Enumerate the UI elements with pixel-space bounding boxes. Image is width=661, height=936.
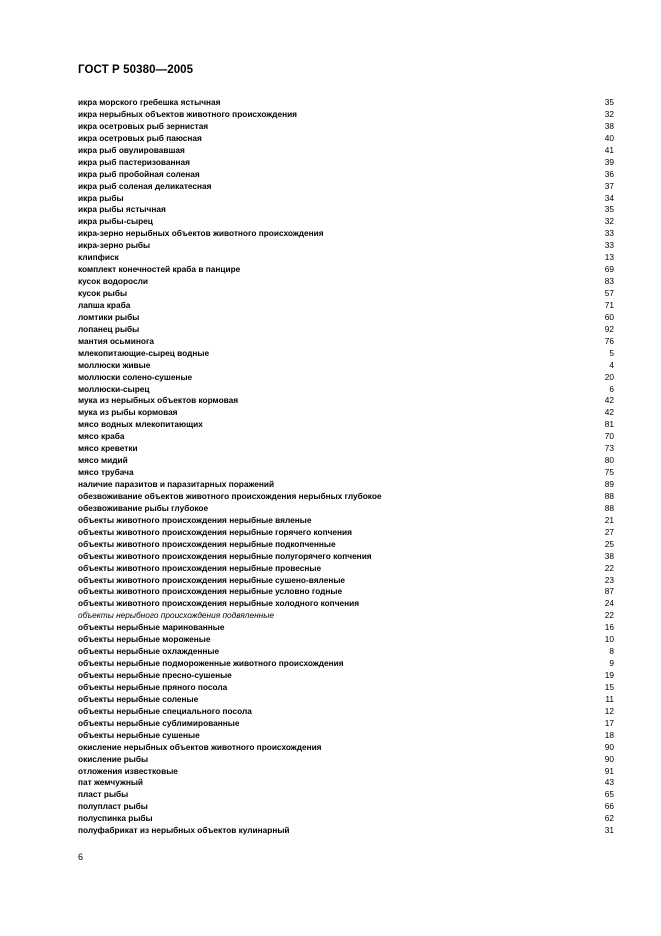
index-page-ref: 62 <box>604 813 614 824</box>
index-entry <box>78 300 614 312</box>
index-page-ref: 38 <box>604 550 614 561</box>
index-entry <box>78 216 614 228</box>
index-entry <box>78 133 614 145</box>
index-page-ref: 35 <box>604 204 614 215</box>
index-term: мясо мидий <box>78 455 128 466</box>
index-term: объекты нерыбные пряного посола <box>78 681 228 692</box>
index-page-ref: 10 <box>604 634 614 645</box>
index-term: окисление рыбы <box>78 753 149 764</box>
index-page-ref: 71 <box>604 299 614 310</box>
index-entry <box>78 109 614 121</box>
index-entry <box>78 670 614 682</box>
index-entry <box>78 777 614 789</box>
index-term: икра рыбы-сырец <box>78 216 153 227</box>
index-entry <box>78 766 614 778</box>
index-page-ref: 75 <box>604 467 614 478</box>
index-page-ref: 13 <box>604 252 614 263</box>
index-page-ref: 89 <box>604 479 614 489</box>
index-term: мясо водных млекопитающих <box>78 419 203 430</box>
index-entry <box>78 515 614 527</box>
index-term: лопанец рыбы <box>78 323 140 334</box>
index-entry <box>78 181 614 193</box>
index-page-ref: 87 <box>604 586 614 597</box>
index-page-ref: 5 <box>609 347 614 358</box>
index-term: моллюски-сырец <box>78 383 150 394</box>
index-entry <box>78 754 614 766</box>
index-term: окисление нерыбных объектов животного происхождения <box>78 741 322 752</box>
index-page-ref: 23 <box>604 574 614 585</box>
index-term: икра рыб овулировавшая <box>78 144 185 155</box>
index-entry <box>78 539 614 551</box>
index-term: объекты нерыбные пресно-сушеные <box>78 670 232 680</box>
index-entry <box>78 742 614 754</box>
index-entry <box>78 551 614 563</box>
index-page-ref: 37 <box>604 180 614 191</box>
index-term: икра-зерно нерыбных объектов животного происхождения <box>78 228 324 239</box>
index-page-ref: 12 <box>604 705 614 716</box>
index-page-ref: 92 <box>604 323 614 334</box>
index-term: кусок водоросли <box>78 276 148 287</box>
index-term: мантия осьминога <box>78 335 155 346</box>
index-page-ref: 25 <box>604 538 614 549</box>
index-term: объекты животного происхождения нерыбные провесные <box>78 562 322 573</box>
index-page-ref: 65 <box>604 789 614 800</box>
index-entry <box>78 503 614 515</box>
index-term: пласт рыбы <box>78 789 129 800</box>
index-term: полуспинка рыбы <box>78 813 153 824</box>
index-page-ref: 90 <box>604 753 614 764</box>
index-entry <box>78 348 614 360</box>
index-page-ref: 80 <box>604 455 614 466</box>
page-number: 6 <box>78 852 84 862</box>
index-entry <box>78 157 614 169</box>
index-page-ref: 42 <box>604 395 614 406</box>
index-term: объекты нерыбные специального посола <box>78 705 252 716</box>
index-page-ref: 83 <box>604 276 614 287</box>
index-page-ref: 20 <box>604 371 614 382</box>
index-term: объекты нерыбные охлажденные <box>78 646 220 657</box>
index-list <box>78 97 614 837</box>
index-entry <box>78 825 614 837</box>
index-page-ref: 70 <box>604 431 614 442</box>
index-page-ref: 76 <box>604 335 614 346</box>
index-page-ref: 69 <box>604 264 614 275</box>
index-term: икра рыб пробойная соленая <box>78 168 200 179</box>
index-page-ref: 27 <box>604 526 614 537</box>
index-page-ref: 32 <box>604 108 614 119</box>
index-page-ref: 21 <box>604 514 614 525</box>
index-page-ref: 43 <box>604 777 614 788</box>
index-term: объекты животного происхождения нерыбные полугорячего копчения <box>78 550 372 561</box>
index-term: объекты нерыбные сушеные <box>78 729 200 740</box>
index-entry <box>78 443 614 455</box>
index-entry <box>78 121 614 133</box>
index-term: обезвоживание объектов животного происхождения нерыбных глубокое <box>78 490 382 501</box>
index-term: мука из рыбы кормовая <box>78 407 178 418</box>
index-page-ref: 8 <box>609 646 614 657</box>
index-page-ref: 18 <box>604 729 614 740</box>
index-entry <box>78 491 614 503</box>
index-entry <box>78 372 614 384</box>
index-page-ref: 9 <box>609 658 614 669</box>
index-entry <box>78 252 614 264</box>
index-entry <box>78 264 614 276</box>
index-page-ref: 33 <box>604 228 614 239</box>
index-entry <box>78 718 614 730</box>
index-entry <box>78 813 614 825</box>
index-page-ref: 19 <box>604 670 614 680</box>
index-page-ref: 81 <box>604 419 614 430</box>
index-entry <box>78 527 614 539</box>
index-term: кусок рыбы <box>78 288 128 298</box>
index-page-ref: 91 <box>604 765 614 776</box>
index-entry <box>78 610 614 622</box>
index-entry <box>78 646 614 658</box>
index-entry <box>78 395 614 407</box>
index-entry <box>78 586 614 598</box>
index-page-ref: 17 <box>604 717 614 728</box>
index-page-ref: 41 <box>604 144 614 155</box>
index-term: икра нерыбных объектов животного происхождения <box>78 108 298 119</box>
index-term: мясо краба <box>78 431 125 442</box>
index-entry <box>78 598 614 610</box>
index-page-ref: 6 <box>609 383 614 394</box>
index-term: моллюски живые <box>78 359 151 370</box>
index-page-ref: 24 <box>604 598 614 609</box>
index-term: объекты нерыбные соленые <box>78 693 199 704</box>
index-page-ref: 66 <box>604 801 614 812</box>
index-term: икра рыбы ястычная <box>78 204 166 215</box>
index-page-ref: 16 <box>604 622 614 633</box>
index-term: мясо трубача <box>78 467 134 478</box>
index-entry <box>78 682 614 694</box>
index-entry <box>78 431 614 443</box>
index-term: объекты нерыбные маринованные <box>78 622 225 633</box>
index-entry <box>78 694 614 706</box>
index-page-ref: 33 <box>604 240 614 251</box>
index-term: объекты животного происхождения нерыбные условно годные <box>78 586 343 597</box>
index-page-ref: 22 <box>604 610 614 621</box>
index-term: икра рыб соленая деликатесная <box>78 180 212 191</box>
index-term: ломтики рыбы <box>78 311 140 322</box>
index-term: моллюски солено-сушеные <box>78 371 193 382</box>
index-page-ref: 36 <box>604 168 614 179</box>
index-page-ref: 42 <box>604 407 614 418</box>
index-page-ref: 73 <box>604 443 614 454</box>
index-entry <box>78 634 614 646</box>
index-term: мясо креветки <box>78 443 138 454</box>
index-entry <box>78 360 614 372</box>
index-term: полуфабрикат из нерыбных объектов кулинарный <box>78 825 290 836</box>
index-term: объекты нерыбного происхождения подвяленные <box>78 610 274 621</box>
index-term: объекты животного происхождения нерыбные вяленые <box>78 514 312 525</box>
index-entry <box>78 801 614 813</box>
index-entry <box>78 336 614 348</box>
document-header: ГОСТ Р 50380—2005 <box>78 64 194 76</box>
index-entry <box>78 312 614 324</box>
index-entry <box>78 228 614 240</box>
index-term: икра рыб пастеризованная <box>78 156 190 167</box>
index-entry <box>78 145 614 157</box>
index-entry <box>78 384 614 396</box>
index-entry <box>78 479 614 491</box>
index-page-ref: 32 <box>604 216 614 227</box>
index-entry <box>78 706 614 718</box>
index-page-ref: 40 <box>604 132 614 143</box>
index-term: отложения известковые <box>78 765 178 776</box>
index-page-ref: 31 <box>604 825 614 836</box>
index-entry <box>78 276 614 288</box>
index-page-ref: 11 <box>605 693 614 704</box>
index-term: объекты животного происхождения нерыбные сушено-вяленые <box>78 574 346 585</box>
index-term: объекты животного происхождения нерыбные подкопченные <box>78 538 336 549</box>
index-term: пат жемчужный <box>78 777 144 788</box>
index-page-ref: 57 <box>604 288 614 298</box>
index-entry <box>78 240 614 252</box>
index-entry <box>78 730 614 742</box>
index-page-ref: 38 <box>604 120 614 131</box>
index-page-ref: 39 <box>604 156 614 167</box>
index-term: объекты нерыбные сублимированные <box>78 717 240 728</box>
index-term: икра-зерно рыбы <box>78 240 151 251</box>
index-entry <box>78 658 614 670</box>
index-term: икра осетровых рыб зернистая <box>78 120 209 131</box>
index-term: мука из нерыбных объектов кормовая <box>78 395 239 406</box>
index-term: наличие паразитов и паразитарных поражений <box>78 479 275 489</box>
index-page-ref: 60 <box>604 311 614 322</box>
index-term: икра осетровых рыб паюсная <box>78 132 202 143</box>
index-term: обезвоживание рыбы глубокое <box>78 502 209 513</box>
index-entry <box>78 467 614 479</box>
index-term: икра рыбы <box>78 192 124 203</box>
index-entry <box>78 575 614 587</box>
index-entry <box>78 97 614 109</box>
index-term: икра морского гребешка ястычная <box>78 97 221 107</box>
index-page-ref: 4 <box>609 359 614 370</box>
index-page-ref: 88 <box>604 490 614 501</box>
index-entry <box>78 324 614 336</box>
index-term: объекты нерыбные мороженые <box>78 634 211 645</box>
index-entry <box>78 169 614 181</box>
index-term: млекопитающие-сырец водные <box>78 347 210 358</box>
index-term: лапша краба <box>78 299 131 310</box>
index-page-ref: 88 <box>604 502 614 513</box>
index-entry <box>78 622 614 634</box>
index-entry <box>78 455 614 467</box>
index-page-ref: 90 <box>604 741 614 752</box>
index-entry <box>78 419 614 431</box>
index-entry <box>78 193 614 205</box>
index-term: комплект конечностей краба в панцире <box>78 264 241 275</box>
index-page-ref: 34 <box>604 192 614 203</box>
index-term: объекты животного происхождения нерыбные горячего копчения <box>78 526 352 537</box>
index-page-ref: 35 <box>604 97 614 107</box>
index-term: клипфиск <box>78 252 119 263</box>
index-entry <box>78 407 614 419</box>
index-term: объекты животного происхождения нерыбные холодного копчения <box>78 598 360 609</box>
index-page-ref: 22 <box>604 562 614 573</box>
index-entry <box>78 204 614 216</box>
index-entry <box>78 288 614 300</box>
index-term: полупласт рыбы <box>78 801 148 812</box>
index-page-ref: 15 <box>604 681 614 692</box>
index-entry <box>78 789 614 801</box>
index-term: объекты нерыбные подмороженные животного происхождения <box>78 658 344 669</box>
index-entry <box>78 563 614 575</box>
